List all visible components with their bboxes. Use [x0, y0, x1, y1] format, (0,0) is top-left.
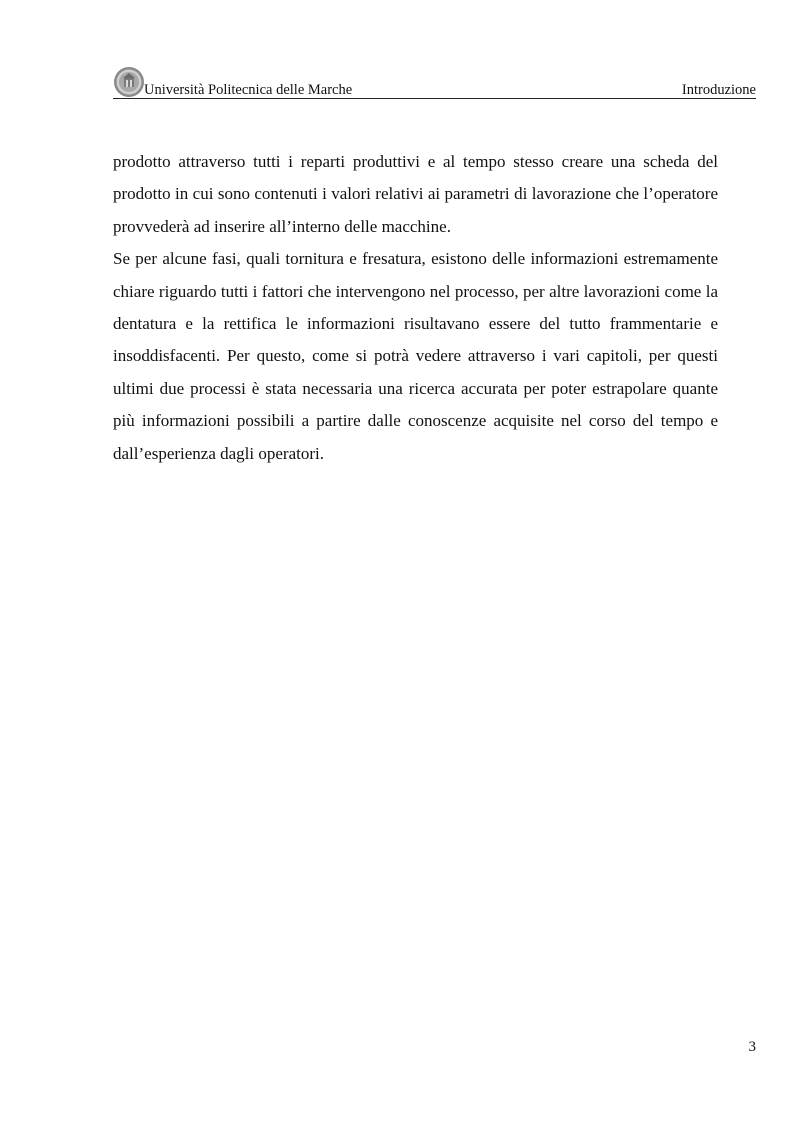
header-university-name: Università Politecnica delle Marche [144, 82, 353, 98]
body-text [113, 146, 718, 470]
header-section-title: Introduzione [681, 82, 756, 98]
page-number: 3 [748, 1039, 756, 1055]
paragraph: prodotto attraverso tutti i reparti produttivi e al tempo stesso creare una scheda del prodotto in cui sono contenuti i valori relativi ai parametri di lavorazione che l’operatore provvederà ad inserire all’interno delle macchine. [113, 152, 718, 236]
university-seal-icon [113, 66, 145, 98]
header-divider [113, 98, 756, 99]
page-header [113, 66, 756, 100]
paragraph: Se per alcune fasi, quali tornitura e fresatura, esistono delle informazioni estremamente chiare riguardo tutti i fattori che intervengono nel processo, per altre lavorazioni come la dentatura e la rettifica le informazioni risultavano essere del tutto frammentarie e insoddisfacenti. Per questo, come si potrà vedere attraverso i vari capitoli, per questi ultimi due processi è stata necessaria una ricerca accurata per poter estrapolare quante più informazioni possibili a partire dalle conoscenze acquisite nel corso del tempo e dall’esperienza dagli operatori. [113, 249, 718, 463]
